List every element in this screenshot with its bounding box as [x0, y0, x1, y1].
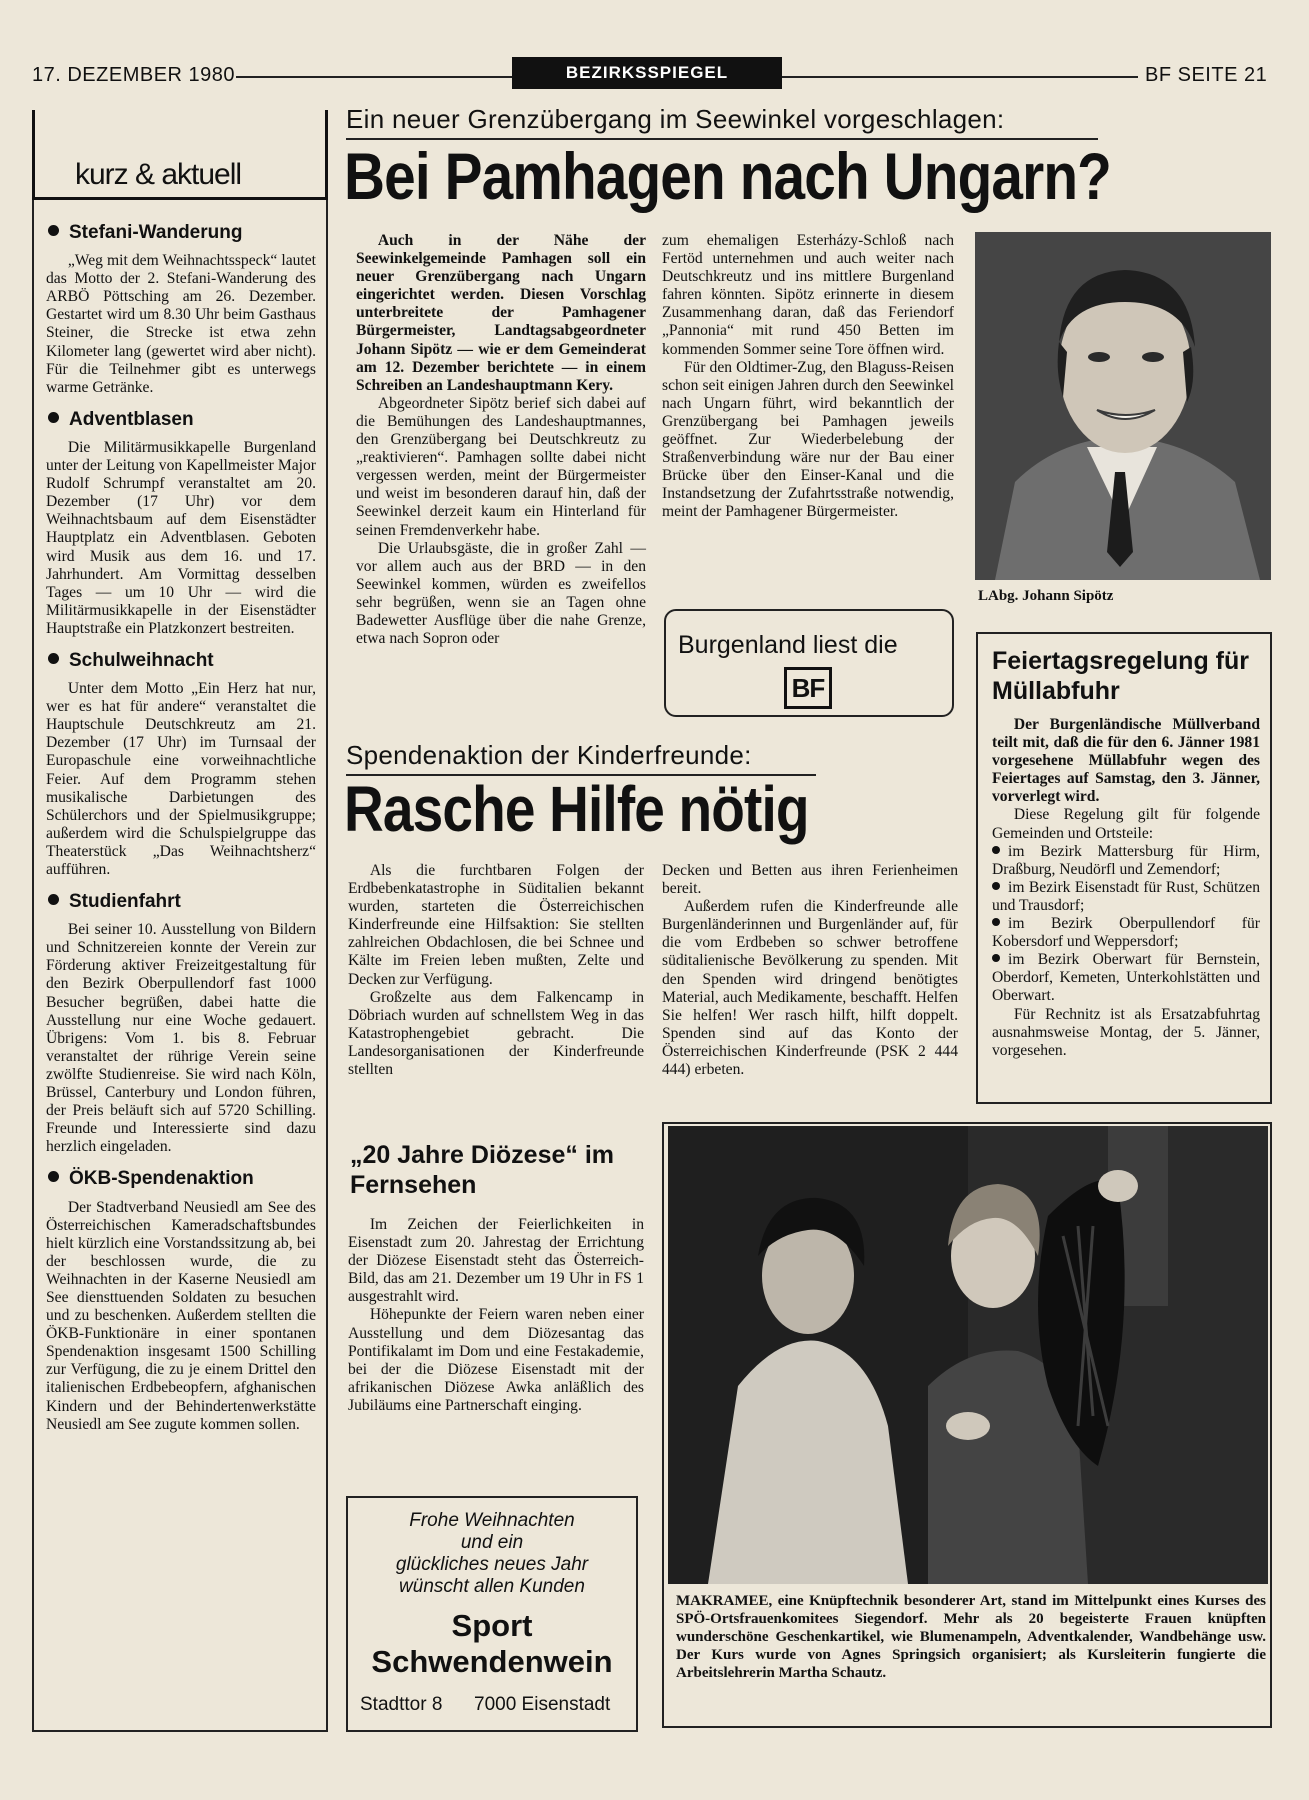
spenden-paragraph: Großzelte aus dem Falkencamp in Döbriach wurden auf schnellstem Weg in das Katastrophengebiet gebracht. Die Landesorganisationen der Kinderfreunde stellten — [348, 988, 644, 1079]
dioezese-paragraph: Höhepunkte der Feiern waren neben einer Ausstellung und dem Diözesantag das Pontifikalamt im Dom und eine Festakademie, bei der die Diözese Eisenstadt mit der afrikanischen Diözese Awka anläßlich des Jubiläums eine Partnerschaft einging. — [348, 1306, 644, 1414]
sidebar-text: Unter dem Motto „Ein Herz hat nur, wer es hat für andere“ veranstaltet die Hauptschule Deutschkreutz am 21. Dezember (17 Uhr) im Turnsaal der Europaschule eine vorweihnachtliche Feier. Auf dem Programm stehen musikalische Darbietungen des Schülerchors und der Spielmusikgruppe; außerdem wird die Schulspielgruppe das Theaterstück „Das Weihnachtsherz“ aufführen. — [46, 680, 316, 878]
promo-text: Burgenland liest die — [678, 631, 898, 659]
list-item: im Bezirk Mattersburg für Hirm, Draßburg, Neudörfl und Zemendorf; — [992, 842, 1260, 878]
dioezese-paragraph: Im Zeichen der Feierlichkeiten in Eisenstadt zum 20. Jahrestag der Errichtung der Diözese Eisenstadt steht das Österreich-Bild, das am 21. Dezember um 19 Uhr in FS 1 ausgestrahlt wird. — [348, 1216, 644, 1306]
bullet-icon — [992, 954, 1000, 962]
feiertag-outro: Für Rechnitz ist als Ersatzabfuhrtag ausnahmsweise Montag, der 5. Jänner, vorgesehen. — [992, 1005, 1260, 1059]
main-paragraph: Für den Oldtimer-Zug, den Blaguss-Reisen schon seit einigen Jahren durch den Seewinkel nach Ungarn führt, wird bekanntlich der Grenzübergang bei Pamhagen jeweils geöffnet. Zur Wiederbelebung der Straßenverbindung wäre nur der Bau einer Brücke über den Einser-Kanal und die Instandsetzung der Zufahrtsstraße notwendig, meint der Pamhagener Bürgermeister. — [662, 358, 954, 521]
sidebar-heading: ÖKB-Spendenaktion — [46, 1170, 316, 1188]
feiertag-box — [976, 632, 1272, 1104]
sidebar-text: Die Militärmusikkapelle Burgenland unter der Leitung von Kapellmeister Major Rudolf Schrumpf veranstaltet am 20. Dezember (17 Uhr) vor dem Weihnachtsbaum auf dem Eisenstädter Hauptplatz ein Adventblasen. Geboten wird Musik aus dem 16. und 17. Jahrhundert. Am Vormittag desselben Tages — um 10 Uhr — wird die Militärmusikkapelle in der Eisenstädter Hauptstraße ein Platzkonzert bestreiten. — [46, 438, 316, 637]
sidebar-text: Der Stadtverband Neusiedl am See des Österreichischen Kameradschaftsbundes hielt kürzlich eine Vorstandssitzung ab, bei der beschlossen wurde, die zu Weihnachten in der Kaserne Neusiedl am See diensttuenden Soldaten zu besuchen und zu beschenken. Außerdem stellten die ÖKB-Funktionäre in einer spontanen Spendenaktion insgesamt 1500 Schilling zur Verfügung, die zu je einem Drittel den italienischen Erdbebeopfern, afghanischen Kindern und der Behindertenwerkstätte Neusiedl am See zugute kommen sollen. — [46, 1198, 316, 1433]
main-kicker: Ein neuer Grenzübergang im Seewinkel vorgeschlagen: — [346, 104, 1005, 134]
makramee-caption: MAKRAMEE, eine Knüpftechnik besonderer Art, stand im Mittelpunkt eines Kurses des SPÖ-Ortsfrauenkomitees Siegendorf. Mehr als 20 begeisterte Frauen knüpften wunderschöne Geschenkartikel, wie Blumenampeln, Adventkalender, Wandbehänge usw. Der Kurs wurde von Agnes Springsich organisiert; als Kursleiterin fungierte die Arbeitslehrerin Martha Schautz. — [676, 1593, 1266, 1681]
feiertag-intro: Diese Regelung gilt für folgende Gemeinden und Ortsteile: — [992, 806, 1260, 842]
main-paragraph: zum ehemaligen Esterházy-Schloß nach Fertöd unternehmen und auch weiter nach Deutschkreutz und ins mittlere Burgenland fahren könnten. Sipötz erinnerte in diesem Zusammenhang daran, daß das Feriendorf „Pannonia“ mit rund 450 Betten im kommenden Sommer seine Tore öffnen wird. — [662, 232, 954, 358]
list-item: im Bezirk Oberpullendorf für Kobersdorf und Weppersdorf; — [992, 915, 1260, 951]
sidebar-heading: Stefani-Wanderung — [46, 224, 316, 242]
feiertag-body — [992, 716, 1260, 1060]
page-number: BF SEITE 21 — [1145, 64, 1268, 86]
portrait-caption: LAbg. Johann Sipötz — [978, 588, 1114, 604]
section-label: BEZIRKSSPIEGEL — [512, 57, 782, 89]
header-rule-right — [782, 76, 1138, 78]
spenden-paragraph: Als die furchtbaren Folgen der Erdbebenkatastrophe in Süditalien bekannt wurden, starteten die Österreichischen Kinderfreunde eine Hilfsaktion: Sie stellten zahlreichen Obdachlosen, die bei Schnee und Kälte im Freien leben mußten, Zelte und Decken zur Verfügung. — [348, 862, 644, 988]
sidebar-heading: Studienfahrt — [46, 893, 316, 911]
sidebar-content — [46, 214, 316, 1434]
spenden-paragraph: Decken und Betten aus ihren Ferienheimen bereit. — [662, 862, 958, 898]
spenden-paragraph: Außerdem rufen die Kinderfreunde alle Burgenländerinnen und Burgenländer auf, für die vom Erdbeben so schwer betroffene süditalienische Bevölkerung zu spenden. Mit den Spenden wird dringend benötigtes Material, auch Medikamente, beschafft. Helfen Sie helfen! Wer rasch hilft, hilft doppelt. Spenden sind auf das Konto der Österreichischen Kinderfreunde (PSK 2 444 444) erbeten. — [662, 898, 958, 1079]
spenden-kicker: Spendenaktion der Kinderfreunde: — [346, 740, 752, 770]
main-col-2 — [662, 232, 954, 522]
issue-date: 17. DEZEMBER 1980 — [32, 64, 236, 86]
main-headline: Bei Pamhagen nach Ungarn? — [344, 139, 1111, 213]
main-col-1 — [356, 232, 646, 648]
bullet-icon — [992, 918, 1000, 926]
makramee-photo — [668, 1126, 1268, 1584]
sidebar-text: „Weg mit dem Weihnachtsspeck“ lautet das Motto der 2. Stefani-Wanderung des ARBÖ Pöttsching am 26. Dezember. Gestartet wird um 8.30 Uhr beim Gasthaus Steiner, die Strecke ist etwa zehn Kilometer lang (gewertet wird aber nicht). Für die Teilnehmer gibt es unterwegs warme Getränke. — [46, 252, 316, 396]
main-paragraph: Die Urlaubsgäste, die in großer Zahl — vor allem auch aus der BRD — in den Seewinkel kommen, würden es zweifellos sehr begrüßen, wenn sie an Tagen ohne Badewetter Ausflüge über die nahe Grenze, etwa nach Sopron oder — [356, 539, 646, 648]
feiertag-lead: Der Burgenländische Müllverband teilt mit, daß die für den 6. Jänner 1981 vorgesehene Müllabfuhr wegen des Feiertages auf Samstag, den 3. Jänner, vorverlegt wird. — [992, 716, 1260, 806]
spenden-col-2 — [662, 862, 958, 1079]
makramee-illustration — [668, 1126, 1268, 1584]
header-rule-left — [236, 76, 512, 78]
ad-city: 7000 Eisenstadt — [474, 1694, 611, 1715]
list-item: im Bezirk Eisenstadt für Rust, Schützen und Trausdorf; — [992, 878, 1260, 914]
list-item: im Bezirk Oberwart für Bernstein, Oberdorf, Kemeten, Unterkohlstätten und Oberwart. — [992, 951, 1260, 1005]
feiertag-title: Feiertagsregelung für Müllabfuhr — [992, 647, 1249, 705]
ad-address: Stadttor 8 — [360, 1694, 443, 1715]
sidebar-heading: Schulweihnacht — [46, 652, 316, 670]
sidebar-title: kurz & aktuell — [75, 158, 242, 191]
bf-logo-icon: BF — [784, 667, 832, 709]
sidebar-heading: Adventblasen — [46, 411, 316, 429]
main-paragraph: Abgeordneter Sipötz berief sich dabei auf die Bemühungen des Landeshauptmannes, den Grenzübergang bei Deutschkreutz zu „reaktivieren“. Pamhagen sollte dabei nicht vergessen werden, meint der Bürgermeister und weist im besonderen darauf hin, daß der Seewinkel derzeit kaum ein Hinterland für seinen Fremdenverkehr habe. — [356, 394, 646, 539]
ad-greeting: Frohe Weihnachten und ein glückliches neues Jahr wünscht allen Kunden — [395, 1510, 589, 1597]
sidebar-title-frame — [32, 110, 328, 200]
dioezese-body — [348, 1216, 644, 1415]
sidebar-text: Bei seiner 10. Ausstellung von Bildern und Schnitzereien konnte der Verein zur Förderung aktiver Freizeitgestaltung für den Bezirk Oberpullendorf fast 1000 Besucher begrüßen, dabei hatte die Ausstellung nur eine Woche gedauert. Übrigens: Vom 1. bis 8. Februar veranstaltet der rührige Verein seine zwölfte Studienreise. Sie wird nach Köln, Brüssel, Canterbury und London führen, der Preis beläuft sich auf 5720 Schilling. Freunde und Interessierte sind dazu herzlich eingeladen. — [46, 921, 316, 1156]
portrait-illustration — [975, 232, 1271, 580]
portrait-photo — [975, 232, 1271, 580]
spenden-headline: Rasche Hilfe nötig — [344, 773, 809, 845]
ad-shop-name: Sport Schwendenwein — [371, 1608, 613, 1679]
ad-box — [346, 1496, 638, 1732]
bullet-icon — [992, 882, 1000, 890]
main-lead: Auch in der Nähe der Seewinkelgemeinde Pamhagen soll ein neuer Grenzübergang nach Ungarn eingerichtet werden. Diesen Vorschlag unterbreitete der Pamhagener Bürgermeister, Landtagsabgeordneter Johann Sipötz — wie er dem Gemeinderat am 12. Dezember berichtete — in einem Schreiben an Landeshauptmann Kery. — [356, 232, 646, 394]
spenden-col-1 — [348, 862, 644, 1079]
promo-box — [664, 609, 954, 717]
feiertag-list — [992, 843, 1260, 1006]
dioezese-headline: „20 Jahre Diözese“ im Fernsehen — [350, 1141, 615, 1199]
bullet-icon — [992, 846, 1000, 854]
